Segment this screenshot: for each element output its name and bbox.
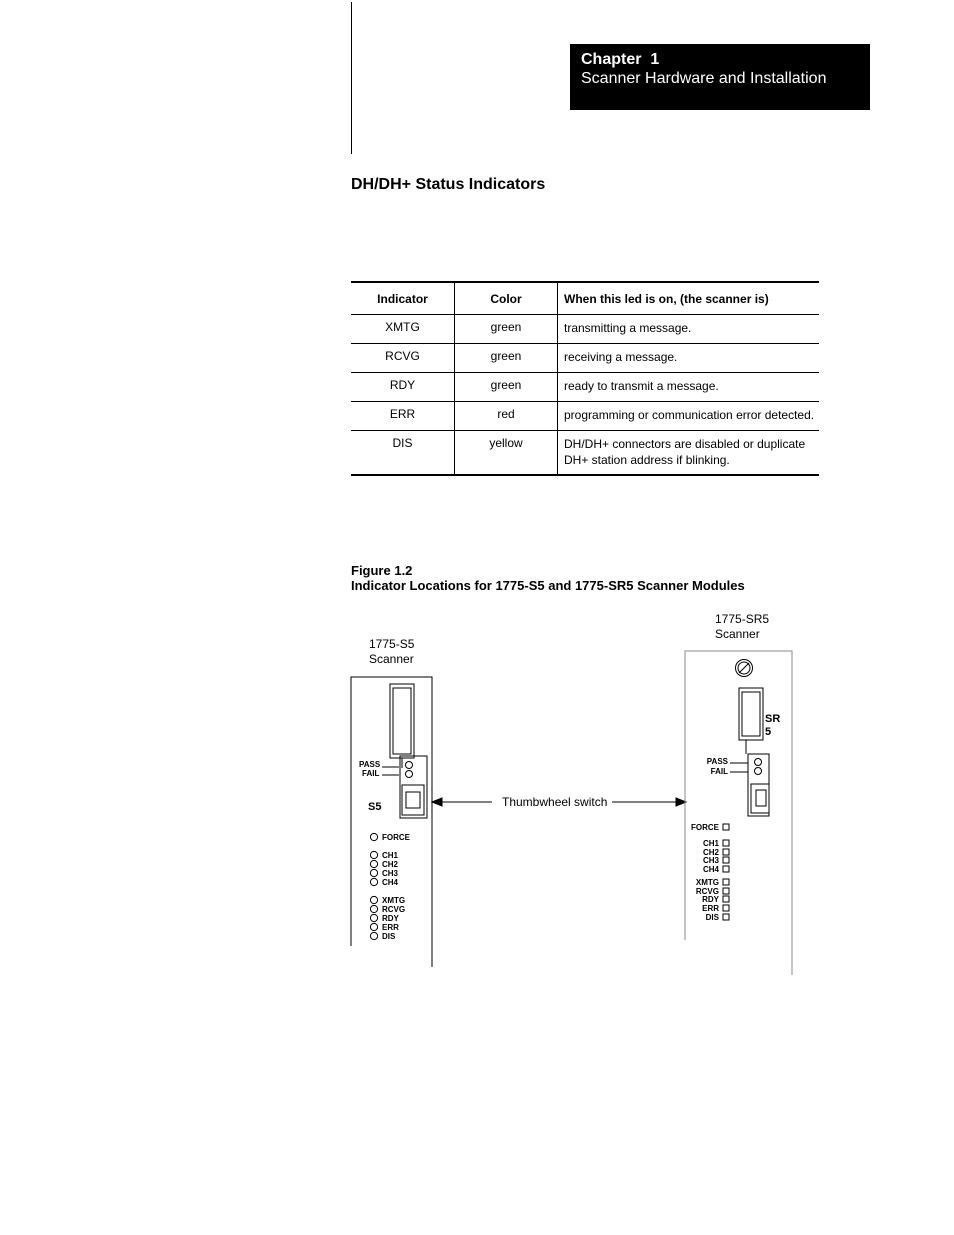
right-module-badge-line1: SR (765, 713, 781, 725)
right-force-led (723, 824, 729, 830)
right-ch2-led (723, 849, 729, 855)
figure-title: Indicator Locations for 1775-S5 and 1775-SR5 Scanner Modules (351, 578, 745, 593)
cell-indicator: ERR (351, 402, 455, 431)
right-ch1-label: CH1 (702, 839, 719, 848)
figure-number: Figure 1.2 (351, 563, 413, 578)
right-ch4-led (723, 866, 729, 872)
left-module-name: 1775-S5 (369, 637, 415, 651)
cell-description: ready to transmit a message. (558, 373, 820, 402)
cell-description: receiving a message. (558, 344, 820, 373)
cell-color: green (455, 373, 558, 402)
left-ch2-led (370, 860, 377, 867)
right-pass-led (755, 759, 762, 766)
column-header-indicator: Indicator (351, 282, 455, 315)
left-rdy-led (370, 914, 377, 921)
right-module-name: 1775-SR5 (715, 612, 770, 626)
thumbwheel-arrows (432, 798, 686, 806)
left-pass-label: PASS (359, 760, 381, 769)
right-pass-label: PASS (706, 757, 728, 766)
section-title: DH/DH+ Status Indicators (351, 176, 546, 193)
left-rcvg-led (370, 905, 377, 912)
right-xmtg-led (723, 879, 729, 885)
right-fail-label: FAIL (710, 767, 728, 776)
left-pass-led (406, 762, 413, 769)
left-force-led (370, 833, 377, 840)
left-ch4-led (370, 878, 377, 885)
cell-color: green (455, 315, 558, 344)
left-ch4-label: CH4 (382, 878, 399, 887)
right-module-badge-line2: 5 (765, 726, 772, 738)
thumbwheel-switch-left (402, 785, 424, 815)
right-ch1-led (723, 840, 729, 846)
left-dis-label: DIS (382, 932, 396, 941)
left-err-led (370, 923, 377, 930)
left-xmtg-label: XMTG (382, 896, 406, 905)
left-module-bracket (400, 756, 427, 818)
left-module-badge: S5 (368, 801, 382, 813)
cell-indicator: RCVG (351, 344, 455, 373)
right-ch4-label: CH4 (702, 865, 719, 874)
right-module-slot (739, 688, 763, 740)
right-fail-led (755, 768, 762, 775)
right-err-led (723, 905, 729, 911)
right-rdy-led (723, 896, 729, 902)
cell-indicator: RDY (351, 373, 455, 402)
column-header-description: When this led is on, (the scanner is) (558, 282, 820, 315)
right-rdy-label: RDY (702, 895, 719, 904)
left-dis-led (370, 932, 377, 939)
right-xmtg-label: XMTG (695, 878, 719, 887)
cell-color: green (455, 344, 558, 373)
thumbwheel-callout: Thumbwheel switch (502, 795, 608, 809)
left-module-slot-inner (393, 688, 411, 754)
right-rcvg-label: RCVG (695, 887, 719, 896)
left-ch1-label: CH1 (382, 851, 399, 860)
chapter-title: Scanner Hardware and Installation (581, 70, 827, 87)
right-dis-label: DIS (705, 913, 719, 922)
right-rcvg-led (723, 888, 729, 894)
right-err-label: ERR (702, 904, 719, 913)
cell-indicator: DIS (351, 431, 455, 475)
cell-indicator: XMTG (351, 315, 455, 344)
right-force-label: FORCE (691, 823, 719, 832)
cell-description: DH/DH+ connectors are disabled or duplicate DH+ station address if blinking. (558, 431, 820, 475)
arrow-left-head (432, 798, 442, 806)
right-module-type: Scanner (715, 627, 760, 641)
left-ch3-led (370, 869, 377, 876)
left-rcvg-label: RCVG (382, 905, 406, 914)
column-header-color: Color (455, 282, 558, 315)
left-ch3-label: CH3 (382, 869, 399, 878)
left-xmtg-led (370, 896, 377, 903)
right-module-drawing (685, 651, 792, 975)
cell-color: red (455, 402, 558, 431)
left-force-label: FORCE (382, 833, 410, 842)
left-ch2-label: CH2 (382, 860, 399, 869)
left-module-slot (390, 684, 414, 758)
cell-description: transmitting a message. (558, 315, 820, 344)
left-err-label: ERR (382, 923, 399, 932)
chapter-label: Chapter 1 (581, 51, 660, 68)
cell-description: programming or communication error detected. (558, 402, 820, 431)
cell-color: yellow (455, 431, 558, 475)
right-dis-led (723, 914, 729, 920)
left-fail-label: FAIL (362, 769, 380, 778)
right-ch3-label: CH3 (702, 856, 719, 865)
right-ch2-label: CH2 (702, 848, 719, 857)
left-ch1-led (370, 851, 377, 858)
left-module-type: Scanner (369, 652, 414, 666)
right-ch3-led (723, 857, 729, 863)
left-fail-led (406, 771, 413, 778)
left-rdy-label: RDY (382, 914, 399, 923)
